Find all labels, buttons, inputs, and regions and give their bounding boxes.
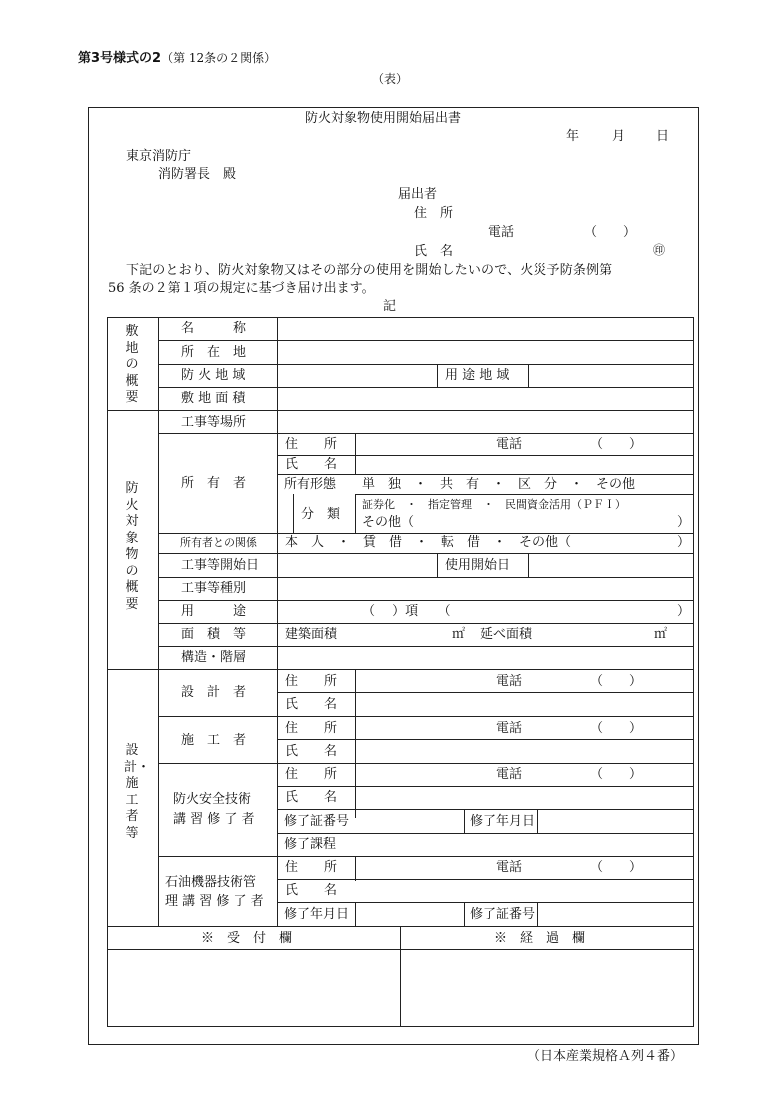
designer-phone-label: 電話: [496, 674, 523, 689]
fire-safety-phone-parens: （ ）: [590, 767, 643, 782]
oil-date-label: 修了年月日: [284, 907, 350, 922]
applicant-address-label: 住 所: [414, 206, 454, 221]
relation-options: 本 人 ・ 賃 借 ・ 転 借 ・ その他（: [285, 535, 572, 550]
use-label: 用 途: [181, 604, 247, 619]
site-section-label: 敷地の概要: [125, 324, 139, 405]
document-title: 防火対象物使用開始届出書: [305, 111, 462, 126]
use-start-label: 使用開始日: [445, 558, 511, 573]
reception-box-label: ※ 受 付 欄: [201, 931, 293, 946]
floor-area-label: 延べ面積: [480, 627, 533, 642]
oil-line2: 理 講 習 修 了 者: [165, 894, 264, 909]
oil-phone-parens: （ ）: [590, 860, 643, 875]
work-site-label: 工事等場所: [181, 415, 247, 430]
designer-label: 設 計 者: [181, 685, 247, 700]
builder-label: 施 工 者: [181, 733, 247, 748]
date-month: 月: [612, 129, 626, 144]
fire-safety-line2: 講 習 修 了 者: [173, 812, 255, 827]
form-relation: （第 12条の２関係）: [161, 51, 277, 65]
category-other: その他（: [362, 515, 415, 530]
owner-phone-parens: （ ）: [590, 437, 643, 452]
fire-safety-name-label: 氏 名: [285, 790, 338, 805]
fire-safety-phone-label: 電話: [496, 767, 523, 782]
ki-label: 記: [383, 299, 397, 314]
applicant-name-label: 氏 名: [414, 244, 454, 259]
addressee-agency: 東京消防庁: [126, 149, 192, 164]
oil-address-label: 住 所: [285, 860, 338, 875]
site-location-label: 所 在 地: [181, 345, 247, 360]
ownership-label: 所有形態: [284, 477, 337, 492]
work-start-label: 工事等開始日: [181, 558, 260, 573]
seal-mark: ㊞: [653, 243, 666, 257]
owner-address-label: 住 所: [285, 437, 338, 452]
site-area-label: 敷 地 面 積: [181, 391, 246, 406]
oil-phone-label: 電話: [496, 860, 523, 875]
fire-safety-course-label: 修了課程: [284, 837, 337, 852]
oil-line1: 石油機器技術管: [165, 875, 257, 890]
category-label: 分 類: [301, 507, 341, 522]
building-area-label: 建築面積: [285, 627, 338, 642]
progress-box-label: ※ 経 過 欄: [494, 931, 586, 946]
owner-name-label: 氏 名: [285, 457, 338, 472]
paper-size-note: （日本産業規格Ａ列４番）: [527, 1049, 684, 1064]
work-kind-label: 工事等種別: [181, 581, 247, 596]
use-item: （ ）項 （: [362, 604, 451, 619]
builder-phone-label: 電話: [496, 721, 523, 736]
fire-safety-address-label: 住 所: [285, 767, 338, 782]
area-label: 面 積 等: [181, 627, 247, 642]
builder-name-label: 氏 名: [285, 744, 338, 759]
use-close: ）: [677, 604, 691, 619]
use-zone-label: 用 途 地 域: [445, 368, 510, 383]
category-other-close: ）: [677, 515, 691, 530]
structure-label: 構造・階層: [181, 650, 247, 665]
body-line-2: 56 条の２第１項の規定に基づき届け出ます。: [108, 281, 375, 296]
applicant-phone-parens: （ ）: [584, 225, 637, 240]
applicant-heading: 届出者: [398, 187, 438, 202]
designer-name-label: 氏 名: [285, 697, 338, 712]
building-area-unit: ㎡: [452, 627, 466, 642]
relation-close: ）: [677, 535, 691, 550]
site-name-label: 名 称: [181, 321, 247, 336]
side-label: （表）: [372, 72, 409, 86]
date-year: 年: [566, 129, 580, 144]
form-number: [78, 52, 276, 65]
addressee-chief: 消防署長 殿: [158, 167, 237, 182]
fire-safety-cert-label: 修了証番号: [284, 814, 350, 829]
oil-name-label: 氏 名: [285, 883, 338, 898]
applicant-phone-label: 電話: [488, 225, 515, 240]
category-options: 証券化 ・ 指定管理 ・ 民間資金活用（ＰＦＩ）: [362, 498, 626, 511]
oil-cert-label: 修了証番号: [470, 907, 536, 922]
designer-section-label: 設計・施工者等: [124, 743, 151, 841]
builder-phone-parens: （ ）: [590, 721, 643, 736]
owner-phone-label: 電話: [496, 437, 523, 452]
body-line-1: 下記のとおり、防火対象物又はその部分の使用を開始したいので、火災予防条例第: [126, 263, 613, 278]
fire-zone-label: 防 火 地 域: [181, 368, 246, 383]
ownership-options: 単 独 ・ 共 有 ・ 区 分 ・ その他: [362, 477, 636, 492]
fire-safety-date-label: 修了年月日: [470, 814, 536, 829]
designer-phone-parens: （ ）: [590, 674, 643, 689]
fire-safety-line1: 防火安全技術: [173, 792, 252, 807]
date-day: 日: [656, 129, 670, 144]
building-section-label: 防火対象物の概要: [125, 481, 139, 612]
relation-label: 所有者との関係: [180, 536, 257, 549]
designer-address-label: 住 所: [285, 674, 338, 689]
floor-area-unit: ㎡: [654, 627, 668, 642]
form-number-text: 第3号様式の2: [78, 51, 162, 66]
builder-address-label: 住 所: [285, 721, 338, 736]
owner-label: 所 有 者: [181, 476, 247, 491]
